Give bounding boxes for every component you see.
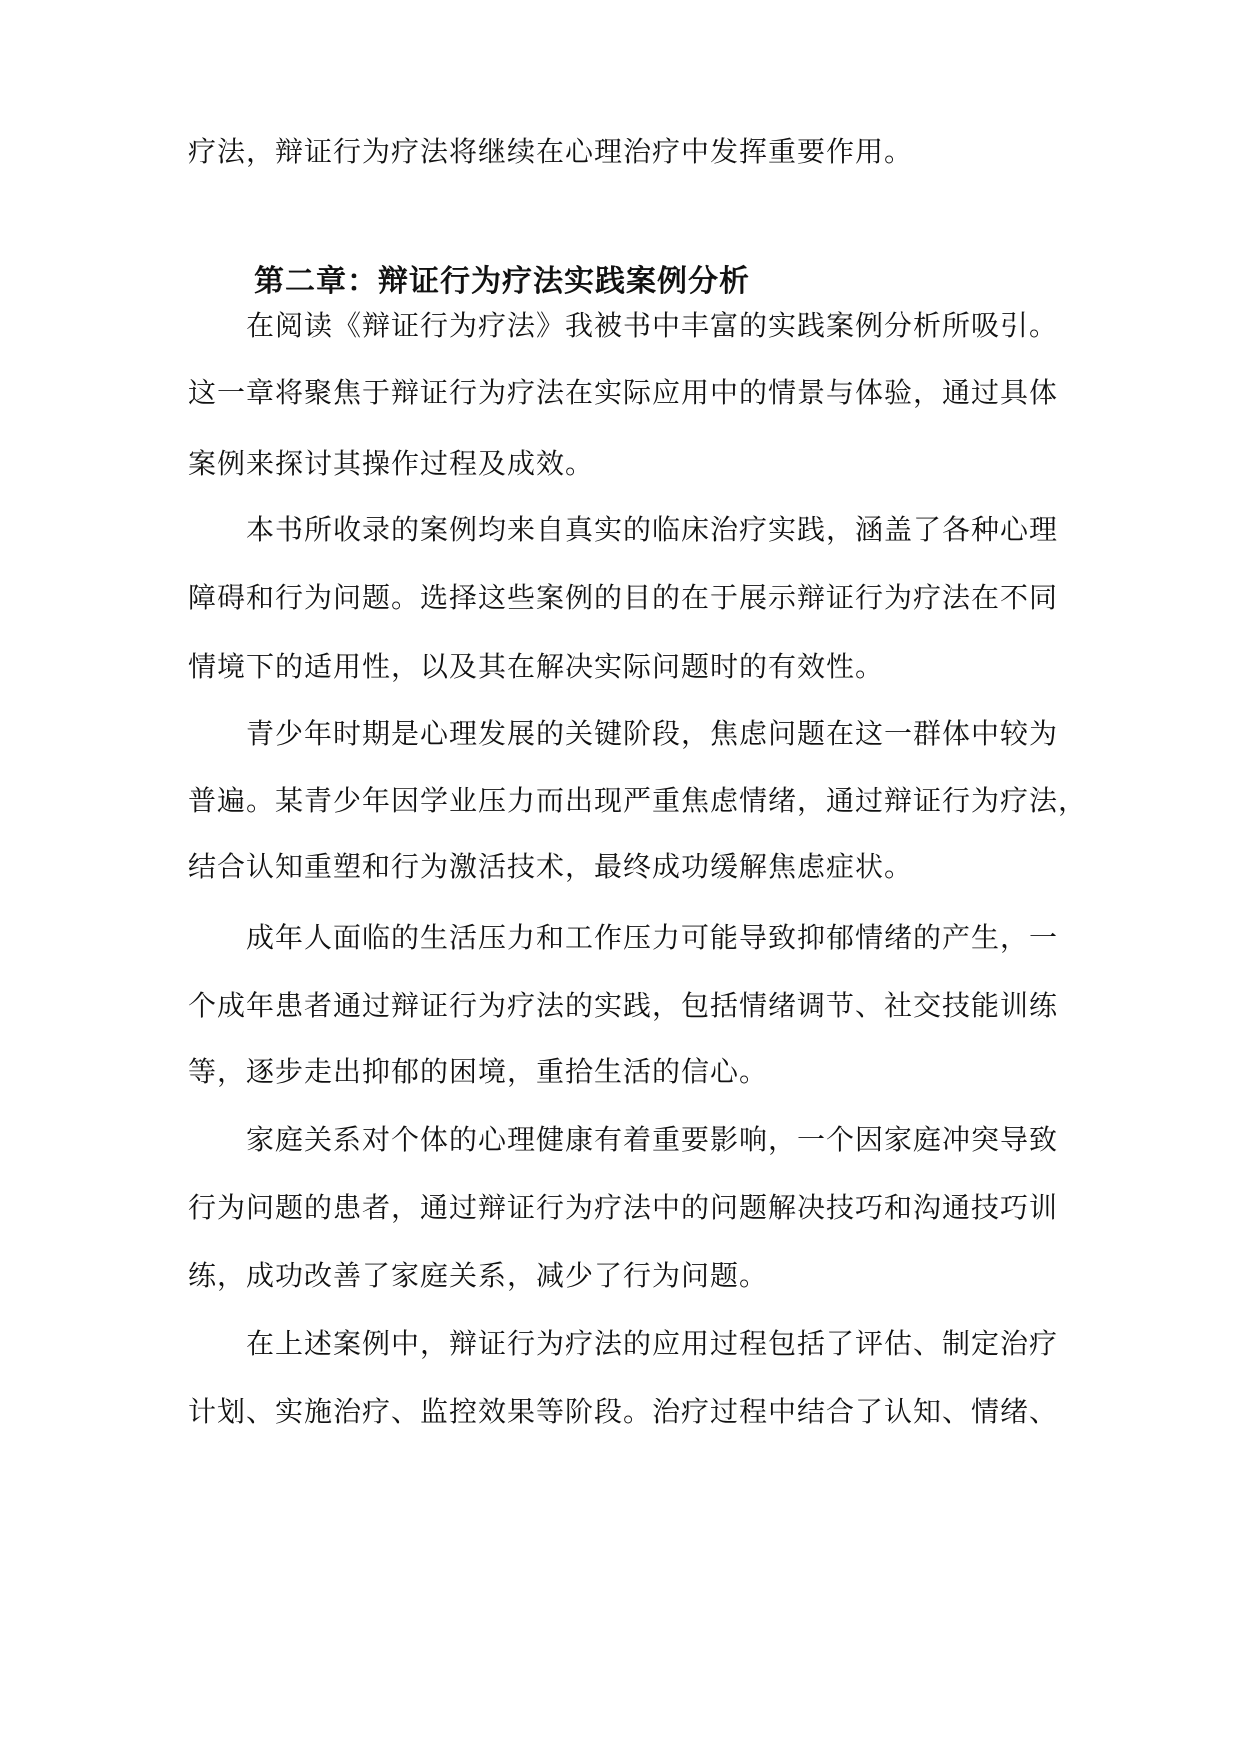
paragraph-line: 这一章将聚焦于辩证行为疗法在实际应用中的情景与体验，通过具体 [188, 376, 1059, 409]
paragraph-line: 情境下的适用性，以及其在解决实际问题时的有效性。 [188, 650, 885, 683]
paragraph-line: 案例来探讨其操作过程及成效。 [188, 447, 595, 480]
paragraph-line: 障碍和行为问题。选择这些案例的目的在于展示辩证行为疗法在不同 [188, 581, 1059, 614]
paragraph-line: 在阅读《辩证行为疗法》我被书中丰富的实践案例分析所吸引。 [246, 309, 1059, 342]
paragraph-line: 本书所收录的案例均来自真实的临床治疗实践，涵盖了各种心理 [246, 513, 1059, 546]
paragraph-line: 在上述案例中，辩证行为疗法的应用过程包括了评估、制定治疗 [246, 1327, 1059, 1360]
paragraph-line: 疗法，辩证行为疗法将继续在心理治疗中发挥重要作用。 [188, 135, 914, 168]
paragraph-line: 家庭关系对个体的心理健康有着重要影响，一个因家庭冲突导致 [246, 1123, 1059, 1156]
paragraph-line: 计划、实施治疗、监控效果等阶段。治疗过程中结合了认知、情绪、 [188, 1395, 1059, 1428]
paragraph-line: 结合认知重塑和行为激活技术，最终成功缓解焦虑症状。 [188, 850, 914, 883]
paragraph-line: 个成年患者通过辩证行为疗法的实践，包括情绪调节、社交技能训练 [188, 989, 1059, 1022]
paragraph-line: 成年人面临的生活压力和工作压力可能导致抑郁情绪的产生，一 [246, 921, 1059, 954]
paragraph-line: 练，成功改善了家庭关系，减少了行为问题。 [188, 1259, 769, 1292]
paragraph-line: 等，逐步走出抑郁的困境，重拾生活的信心。 [188, 1055, 769, 1088]
paragraph-line: 普遍。某青少年因学业压力而出现严重焦虑情绪，通过辩证行为疗法， [188, 784, 1088, 817]
paragraph-line: 青少年时期是心理发展的关键阶段，焦虑问题在这一群体中较为 [246, 717, 1059, 750]
chapter-heading: 第二章：辩证行为疗法实践案例分析 [254, 264, 750, 299]
paragraph-line: 行为问题的患者，通过辩证行为疗法中的问题解决技巧和沟通技巧训 [188, 1191, 1059, 1224]
